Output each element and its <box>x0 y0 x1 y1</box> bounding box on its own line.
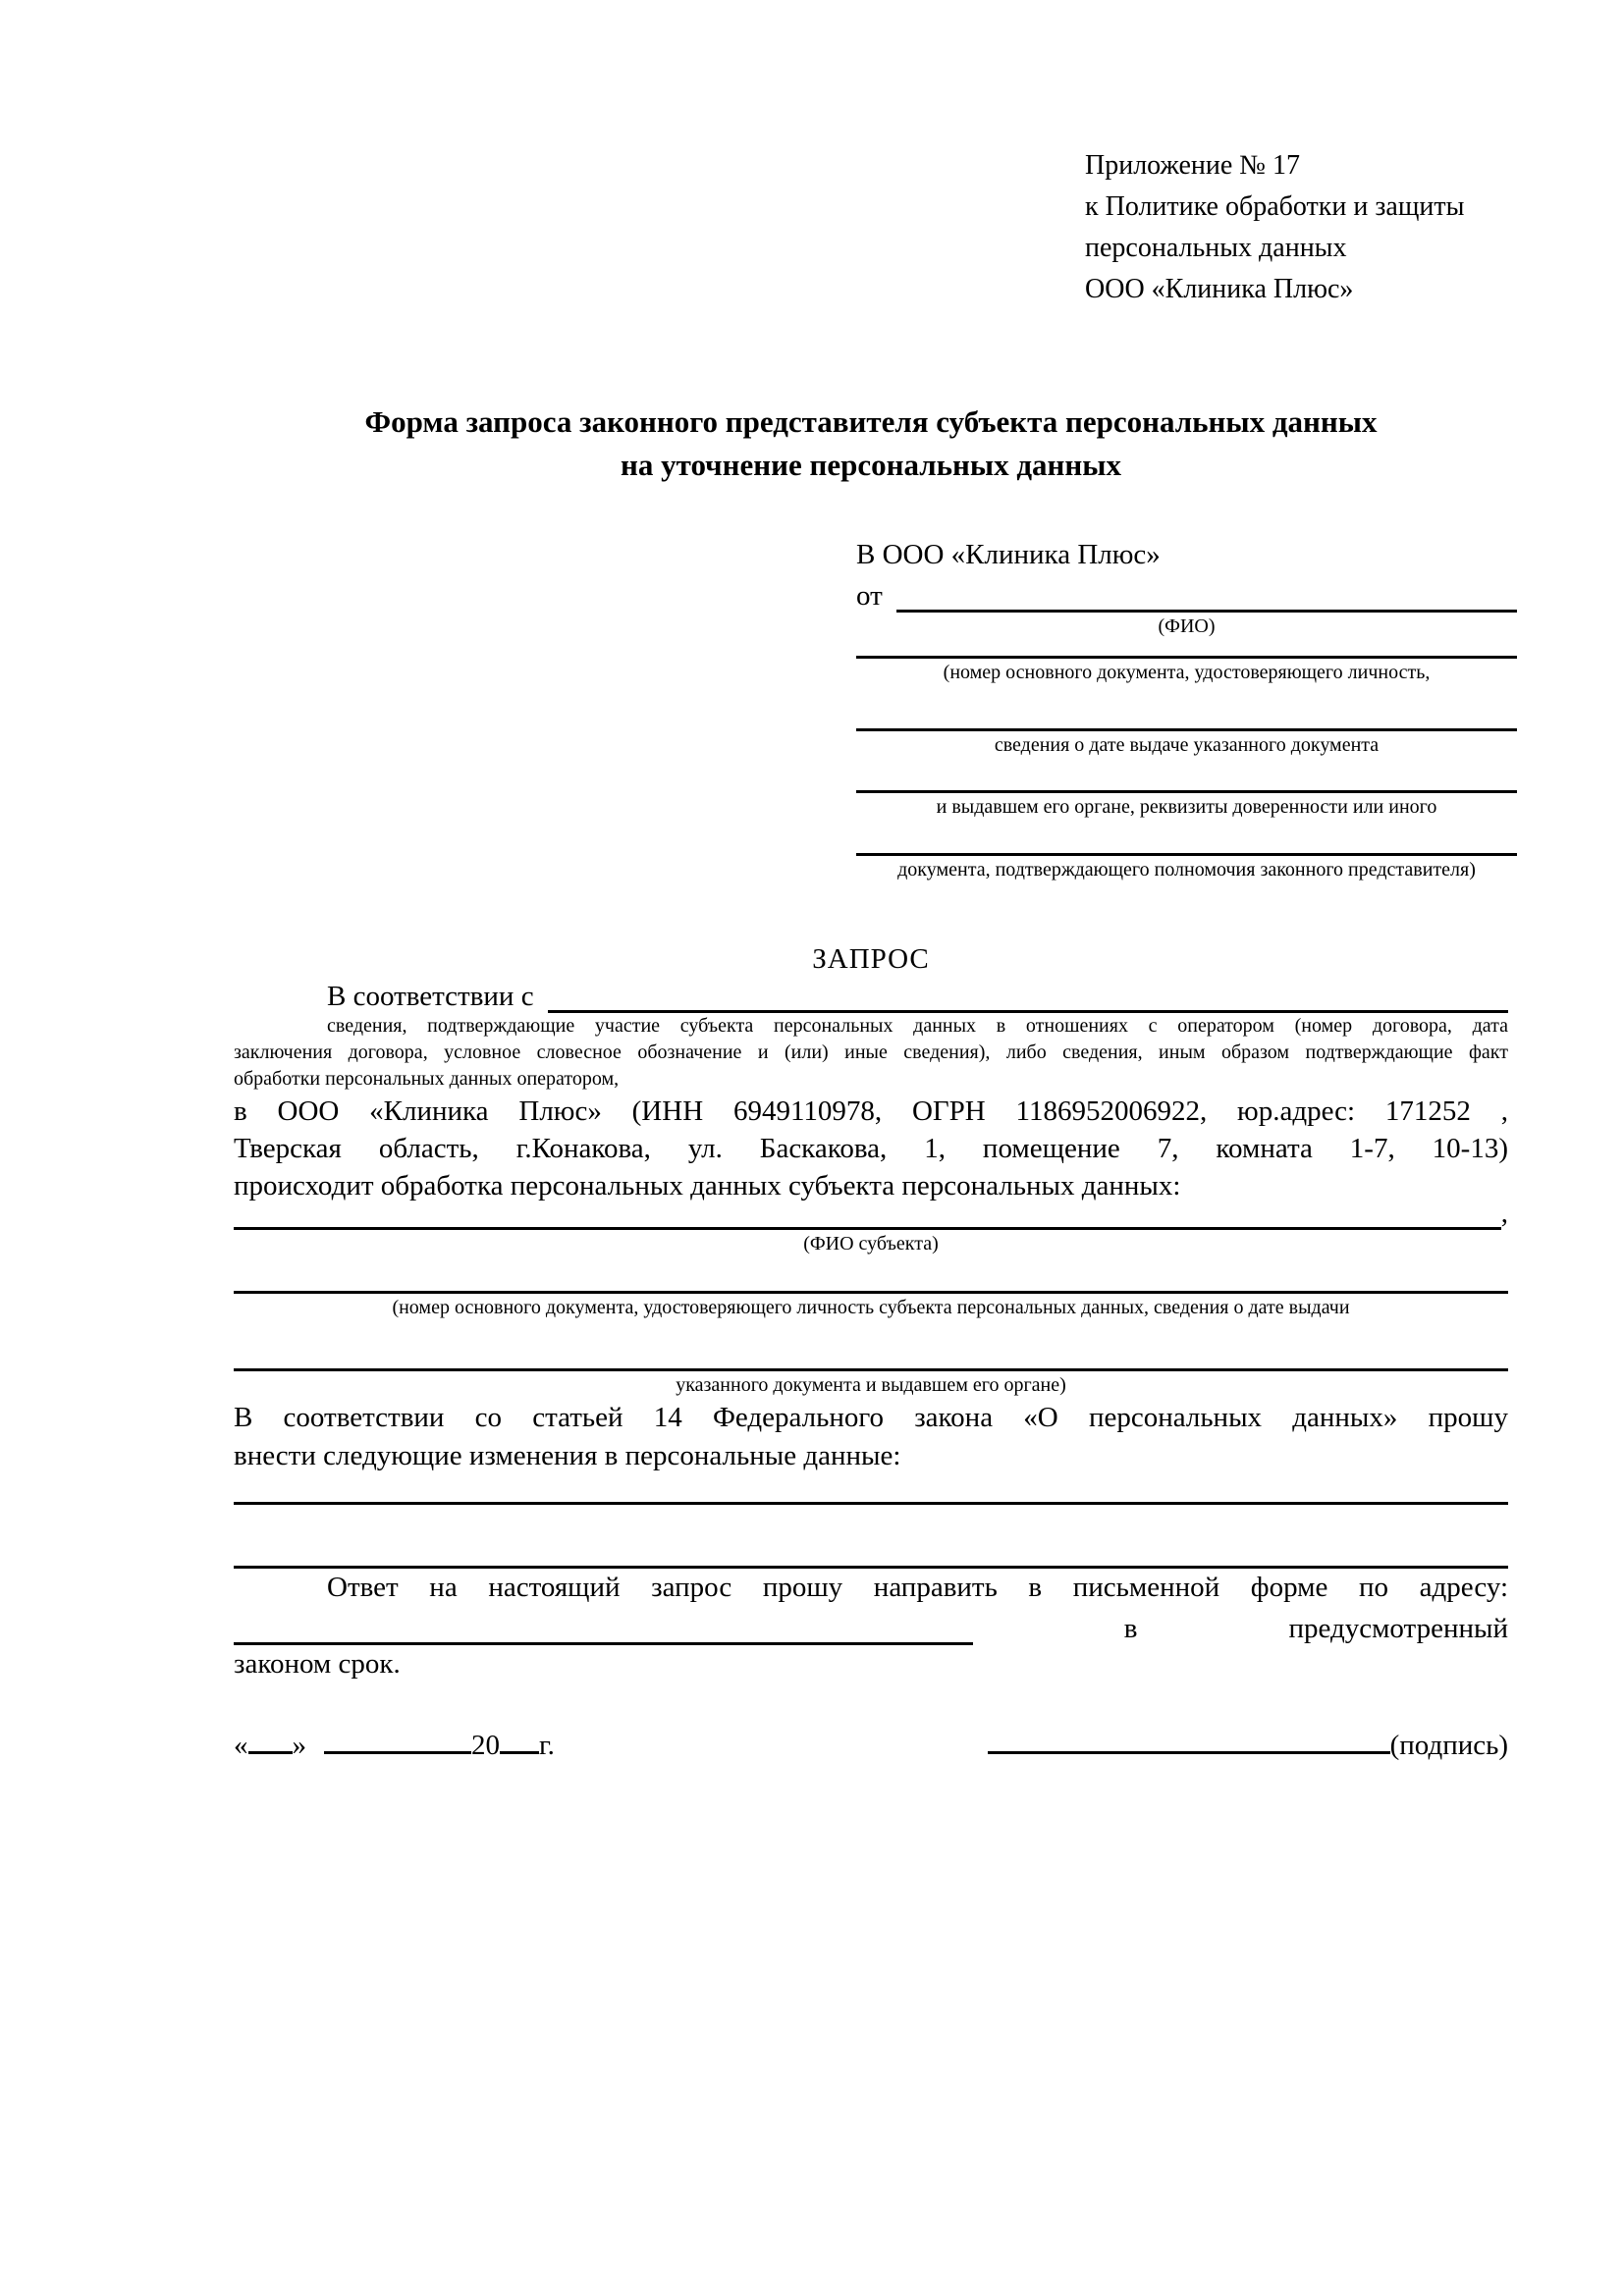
subject-document-field-line <box>234 1257 1508 1294</box>
appendix-line-3: персональных данных <box>1085 233 1347 263</box>
in-accordance-label: В соответствии с <box>327 981 534 1012</box>
representative-document-field-line <box>856 640 1517 659</box>
in-accordance-row <box>234 980 1508 1013</box>
month-field-line <box>324 1723 471 1754</box>
request-heading: ЗАПРОС <box>812 943 930 975</box>
signature-caption: (подпись) <box>1389 1730 1508 1761</box>
issue-date-caption: сведения о дате выдаче указанного документа <box>994 734 1380 756</box>
basis-field-line <box>548 981 1508 1013</box>
document-number-caption: (номер основного документа, удостоверяющего личность, <box>943 662 1431 683</box>
subject-document-caption: (номер основного документа, удостоверяющего личность субъекта персональных данных, сведения о дате выдачи <box>392 1297 1350 1318</box>
issuing-authority-caption: и выдавшем его органе, реквизиты доверенности или иного <box>936 796 1437 818</box>
footnote-line-1: сведения, подтверждающие участие субъекта персональных данных в отношениях с оператором (номер договора, дата <box>327 1015 1508 1037</box>
signature-field <box>988 1723 1508 1763</box>
year-field-line <box>500 1723 539 1754</box>
form-title-line-2: на уточнение персональных данных <box>621 448 1121 482</box>
answer-address-row <box>234 1607 1508 1645</box>
appendix-line-4: ООО «Клиника Плюс» <box>1085 274 1354 304</box>
footnote-line-2: заключения договора, условное словесное обозначение и (или) иные сведения), либо сведения, иным образом подтверждающие факт <box>234 1041 1508 1063</box>
day-field-line <box>248 1723 293 1754</box>
operator-paragraph-line-1: в ООО «Клиника Плюс» (ИНН 6949110978, ОГРН 1186952006922, юр.адрес: 171252 , <box>234 1095 1508 1127</box>
addressee-block <box>856 534 1517 883</box>
subject-issuer-field-line <box>234 1321 1508 1371</box>
signature-field-line <box>988 1723 1390 1754</box>
subject-fio-caption: (ФИО субъекта) <box>803 1233 939 1255</box>
operator-paragraph-line-3: происходит обработка персональных данных субъекта персональных данных: <box>234 1170 1181 1201</box>
year-prefix: 20 <box>471 1730 500 1761</box>
close-quote: » <box>292 1730 306 1761</box>
date-field <box>234 1723 555 1763</box>
operator-paragraph-line-2: Тверская область, г.Конакова, ул. Баскакова, 1, помещение 7, комната 1-7, 10-13) <box>234 1133 1508 1164</box>
appendix-block <box>1085 145 1508 310</box>
representative-fio-field-line <box>896 580 1517 613</box>
changes-field-line-2 <box>234 1505 1508 1569</box>
footnote-line-3: обработки персональных данных оператором, <box>234 1068 620 1090</box>
from-label: от <box>856 580 883 612</box>
open-quote: « <box>234 1730 248 1761</box>
law-paragraph-line-1: В соответствии со статьей 14 Федерального закона «О персональных данных» прошу <box>234 1402 1508 1433</box>
from-row <box>856 575 1517 613</box>
trailing-comma: , <box>1500 1198 1508 1229</box>
year-suffix: г. <box>539 1730 555 1761</box>
appendix-line-2: к Политике обработки и защиты <box>1085 191 1465 222</box>
form-title <box>234 400 1508 487</box>
issuing-authority-field-line <box>856 759 1517 793</box>
answer-address-field-line <box>234 1613 973 1645</box>
law-paragraph-line-2: внести следующие изменения в персональные данные: <box>234 1440 901 1471</box>
subject-fio-row <box>234 1198 1508 1230</box>
answer-word-predusmotrenny: предусмотренный <box>1288 1613 1508 1644</box>
subject-issuer-caption: указанного документа и выдавшем его органе) <box>676 1374 1066 1396</box>
attorney-document-caption: документа, подтверждающего полномочия законного представителя) <box>897 859 1476 881</box>
answer-paragraph-tail: законом срок. <box>234 1648 401 1680</box>
issue-date-field-line <box>856 686 1517 731</box>
attorney-document-field-line <box>856 821 1517 856</box>
answer-paragraph-line: Ответ на настоящий запрос прошу направить в письменной форме по адресу: <box>327 1572 1508 1603</box>
addressee-to: В ООО «Клиника Плюс» <box>856 539 1161 570</box>
date-signature-row <box>234 1723 1508 1763</box>
subject-fio-field-line <box>234 1205 1501 1230</box>
appendix-line-1: Приложение № 17 <box>1085 150 1300 181</box>
fio-caption: (ФИО) <box>1158 615 1216 637</box>
form-title-line-1: Форма запроса законного представителя субъекта персональных данных <box>364 404 1378 439</box>
changes-field-line-1 <box>234 1475 1508 1505</box>
answer-word-v: в <box>1123 1613 1138 1644</box>
